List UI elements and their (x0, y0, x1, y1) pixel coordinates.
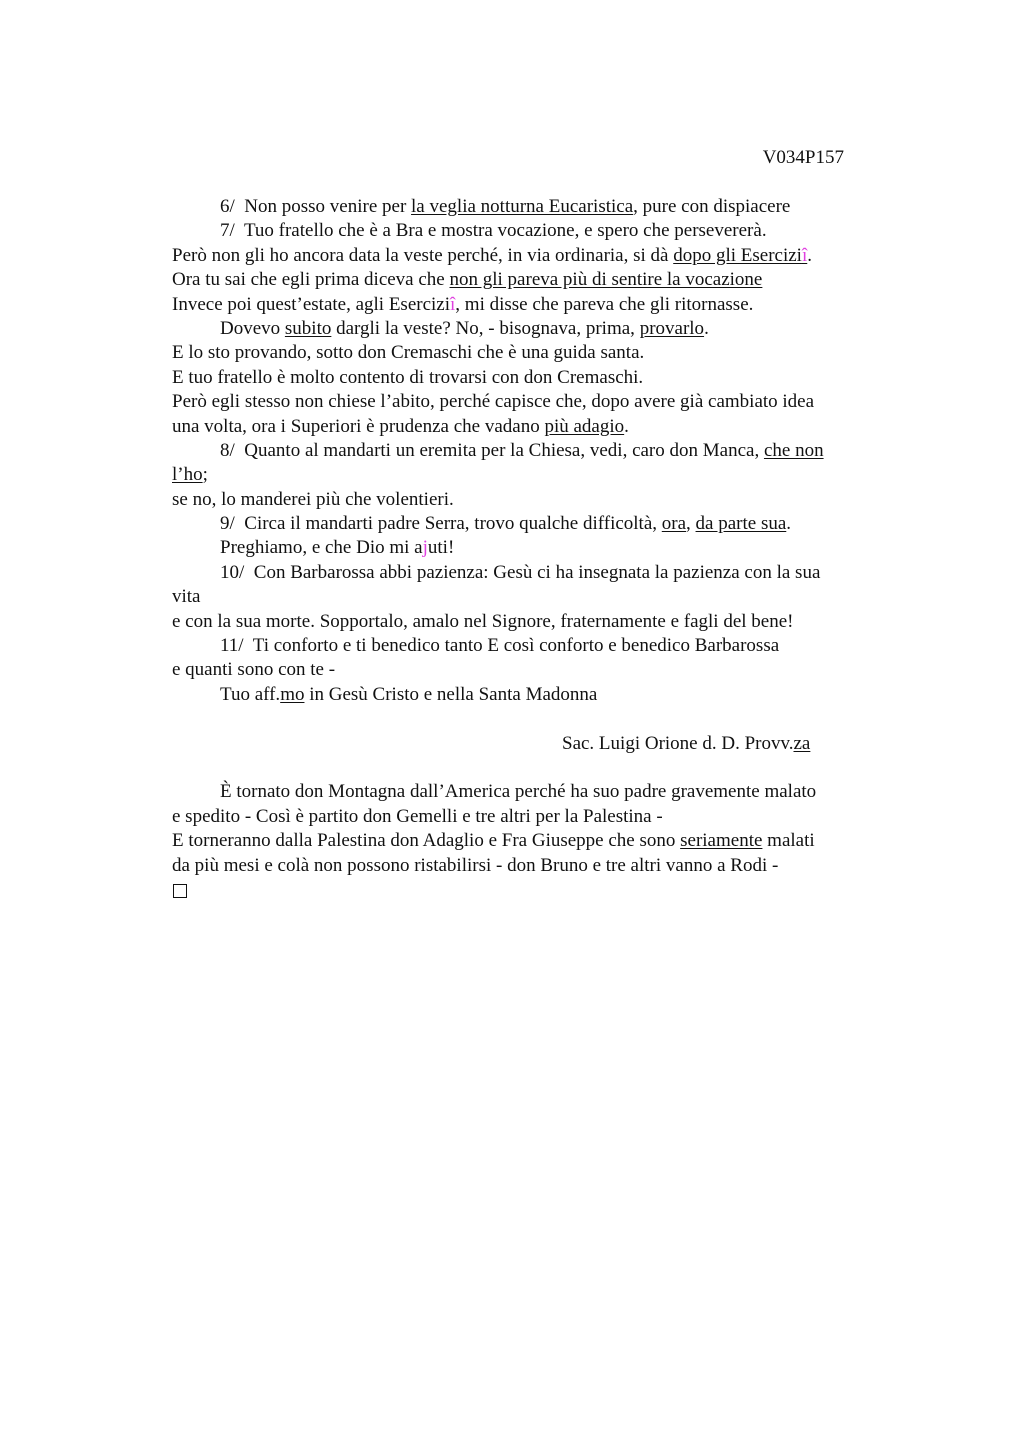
postscript-line: È tornato don Montagna dall’America perché ha suo padre gravemente malato (220, 781, 817, 803)
underlined-phrase: mo (280, 683, 305, 705)
paragraph-11: 11/ Ti conforto e ti benedico tanto E così conforto e benedico Barbarossa (220, 635, 780, 657)
text-line: vita (172, 586, 201, 608)
paragraph-6: 6/ Non posso venire per la veglia notturna Eucaristica, pure con dispiacere (220, 196, 791, 217)
underlined-phrase: za (793, 732, 811, 754)
paragraph-8: 8/ Quanto al mandarti un eremita per la Chiesa, vedi, caro don Manca, che non (220, 439, 824, 461)
letter-body (172, 195, 892, 902)
text-line: e quanti sono con te - (172, 659, 336, 681)
underlined-phrase: la veglia notturna Eucaristica (411, 196, 634, 217)
underlined-phrase: provarlo (639, 317, 705, 339)
underlined-phrase: seriamente (680, 830, 763, 852)
text-line: Preghiamo, e che Dio mi ajuti! (220, 537, 455, 559)
editorial-mark: j (422, 537, 428, 559)
page-identifier: V034P157 (762, 147, 844, 168)
text-line: una volta, ora i Superiori è prudenza che vadano più adagio. (172, 415, 629, 437)
underlined-phrase: l’ho (172, 464, 203, 486)
spacer (172, 707, 892, 731)
postscript-line: e spedito - Così è partito don Gemelli e tre altri per la Palestina - (172, 805, 663, 827)
underlined-phrase: che non (763, 439, 824, 461)
text-line: E lo sto provando, sotto don Cremaschi che è una guida santa. (172, 342, 645, 364)
underlined-phrase: subito (284, 317, 332, 339)
underlined-phrase: da parte sua (695, 513, 787, 535)
signature: Sac. Luigi Orione d. D. Provv.za (562, 732, 811, 754)
postscript-line: da più mesi e colà non possono ristabilirsi - don Bruno e tre altri vanno a Rodi - (172, 854, 779, 876)
checkbox-square-icon (173, 884, 187, 898)
text-line: E tuo fratello è molto contento di trovarsi con don Cremaschi. (172, 366, 644, 388)
underlined-phrase: ora (661, 513, 687, 535)
text-line: Però egli stesso non chiese l’abito, perché capisce che, dopo avere già cambiato idea (172, 391, 815, 413)
underlined-phrase: dopo gli Eserciziî (673, 244, 808, 266)
text-line: Però non gli ho ancora data la veste perché, in via ordinaria, si dà dopo gli Eserciziî. (172, 244, 812, 266)
underlined-phrase: più adagio (544, 415, 625, 437)
editorial-mark: î (801, 244, 808, 266)
postscript-line: E torneranno dalla Palestina don Adaglio e Fra Giuseppe che sono seriamente malati (172, 830, 815, 852)
text-line: Ora tu sai che egli prima diceva che non gli pareva più di sentire la vocazione (172, 269, 763, 291)
closing-line: Tuo aff.mo in Gesù Cristo e nella Santa Madonna (220, 683, 598, 705)
text-line: e con la sua morte. Sopportalo, amalo nel Signore, fraternamente e fagli del bene! (172, 610, 794, 632)
text-line: Invece poi quest’estate, agli Eserciziî, mi disse che pareva che gli ritornasse. (172, 293, 754, 315)
paragraph-10: 10/ Con Barbarossa abbi pazienza: Gesù ci ha insegnata la pazienza con la sua (220, 561, 821, 583)
text-line: Dovevo subito dargli la veste? No, - bisognava, prima, provarlo. (220, 317, 709, 339)
text-line: l’ho; (172, 464, 208, 486)
editorial-mark: î (450, 293, 456, 315)
spacer (172, 756, 892, 780)
paragraph-9: 9/ Circa il mandarti padre Serra, trovo qualche difficoltà, ora, da parte sua. (220, 513, 792, 535)
text-line: se no, lo manderei più che volentieri. (172, 488, 454, 510)
underlined-phrase: non gli pareva più di sentire la vocazione (449, 269, 763, 291)
paragraph-7: 7/ Tuo fratello che è a Bra e mostra vocazione, e spero che persevererà. (220, 220, 767, 242)
end-marker-line (172, 878, 892, 902)
